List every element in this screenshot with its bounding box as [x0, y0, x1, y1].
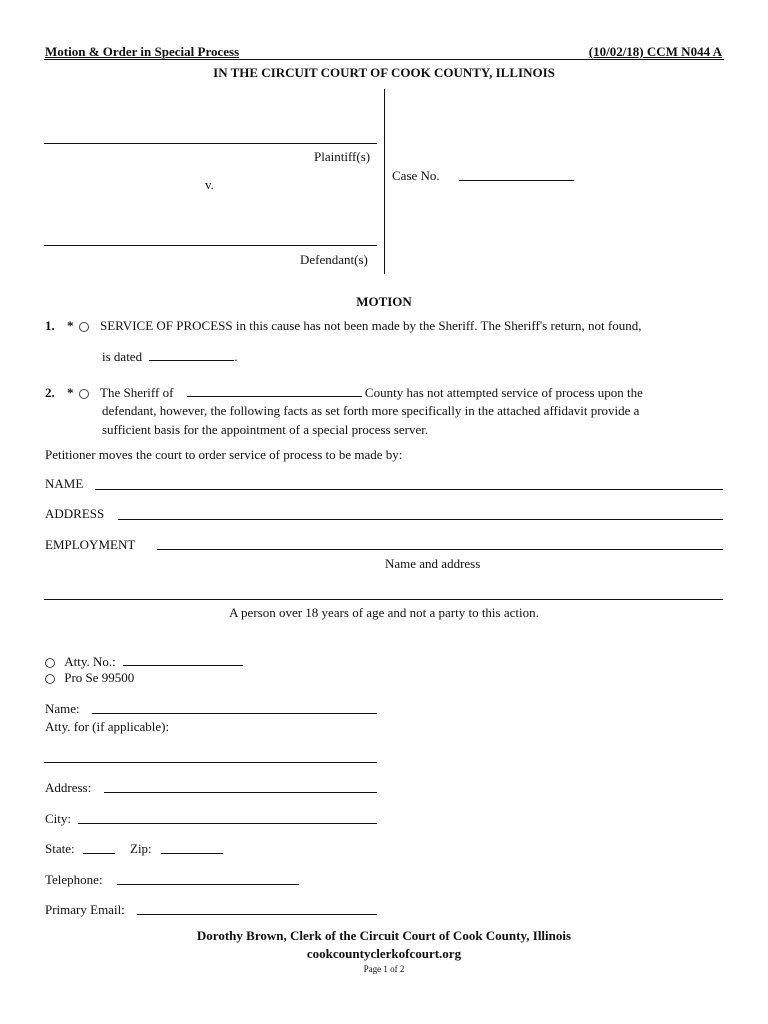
atty-telephone-line[interactable]	[117, 884, 299, 885]
atty-city-line[interactable]	[78, 823, 377, 824]
employment-label: EMPLOYMENT	[45, 537, 136, 552]
header-rule	[44, 59, 724, 60]
plaintiff-name-line[interactable]	[44, 143, 377, 144]
atty-for-line[interactable]	[44, 762, 377, 763]
item2-number: 2.	[45, 385, 55, 400]
case-no-label: Case No.	[392, 168, 440, 183]
item2-prefix: The Sheriff of	[100, 385, 174, 400]
atty-city-label: City:	[45, 811, 72, 826]
atty-state-line[interactable]	[83, 853, 115, 854]
atty-email-label: Primary Email:	[45, 902, 125, 917]
atty-no-row	[45, 653, 243, 670]
atty-zip-line[interactable]	[161, 853, 223, 854]
defendant-label: Defendant(s)	[300, 252, 368, 267]
item1-number: 1.	[45, 318, 55, 333]
item2-radio[interactable]	[79, 389, 89, 399]
atty-address-label: Address:	[45, 780, 92, 795]
footer-website[interactable]: cookcountyclerkofcourt.org	[306, 946, 462, 961]
atty-no-line[interactable]	[123, 653, 243, 666]
item1-dated-line[interactable]	[149, 348, 234, 361]
item1-dated-end: .	[234, 349, 238, 364]
item1	[45, 318, 641, 334]
atty-telephone-label: Telephone:	[45, 872, 103, 887]
motion-title: MOTION	[356, 294, 412, 309]
footer-page: Page 1 of 2	[363, 964, 405, 974]
address-line[interactable]	[118, 519, 723, 520]
item1-caps: SERVICE OF PROCESS	[100, 318, 233, 333]
plaintiff-label: Plaintiff(s)	[314, 149, 371, 164]
name-address-caption: Name and address	[385, 556, 481, 571]
name-address-line[interactable]	[44, 599, 723, 600]
petitioner-text: Petitioner moves the court to order service of process to be made by:	[45, 447, 403, 462]
item1-text: in this cause has not been made by the Sheriff. The Sheriff's return, not found,	[235, 318, 642, 333]
name-line[interactable]	[95, 489, 723, 490]
name-label: NAME	[45, 476, 84, 491]
defendant-name-line[interactable]	[44, 245, 377, 246]
atty-for-label: Atty. for (if applicable):	[45, 719, 170, 734]
caption-divider	[384, 89, 385, 274]
atty-name-line[interactable]	[92, 713, 377, 714]
employment-line[interactable]	[157, 549, 723, 550]
atty-no-label: Atty. No.:	[64, 654, 116, 669]
atty-address-line[interactable]	[104, 792, 377, 793]
item1-marker: *	[67, 318, 74, 333]
pro-se-row	[45, 670, 134, 686]
item2-line2: defendant, however, the following facts as set forth more specifically in the attached affidavit provide a	[102, 403, 640, 418]
pro-se-label: Pro Se 99500	[64, 670, 135, 685]
atty-name-label: Name:	[45, 701, 80, 716]
person-caption: A person over 18 years of age and not a party to this action.	[229, 605, 539, 620]
item1-radio[interactable]	[79, 322, 89, 332]
atty-zip-label: Zip:	[130, 841, 152, 856]
item1-dated-label: is dated	[102, 349, 143, 364]
pro-se-radio[interactable]	[45, 674, 55, 684]
form-name: Motion & Order in Special Process	[45, 44, 240, 59]
item2-county-line[interactable]	[187, 384, 362, 397]
item2-suffix: County has not attempted service of process upon the	[364, 385, 643, 400]
form-code: (10/02/18) CCM N044 A	[588, 44, 722, 59]
atty-email-line[interactable]	[137, 914, 377, 915]
item2	[45, 384, 643, 401]
item2-line3: sufficient basis for the appointment of a special process server.	[102, 422, 429, 437]
versus-label: v.	[205, 177, 214, 192]
atty-no-radio[interactable]	[45, 658, 55, 668]
item1-dated	[102, 348, 238, 365]
atty-state-label: State:	[45, 841, 75, 856]
court-title: IN THE CIRCUIT COURT OF COOK COUNTY, ILLINOIS	[213, 65, 555, 80]
address-label: ADDRESS	[45, 506, 105, 521]
item2-marker: *	[67, 385, 74, 400]
footer-clerk: Dorothy Brown, Clerk of the Circuit Court of Cook County, Illinois	[196, 928, 572, 943]
case-no-line[interactable]	[459, 180, 574, 181]
